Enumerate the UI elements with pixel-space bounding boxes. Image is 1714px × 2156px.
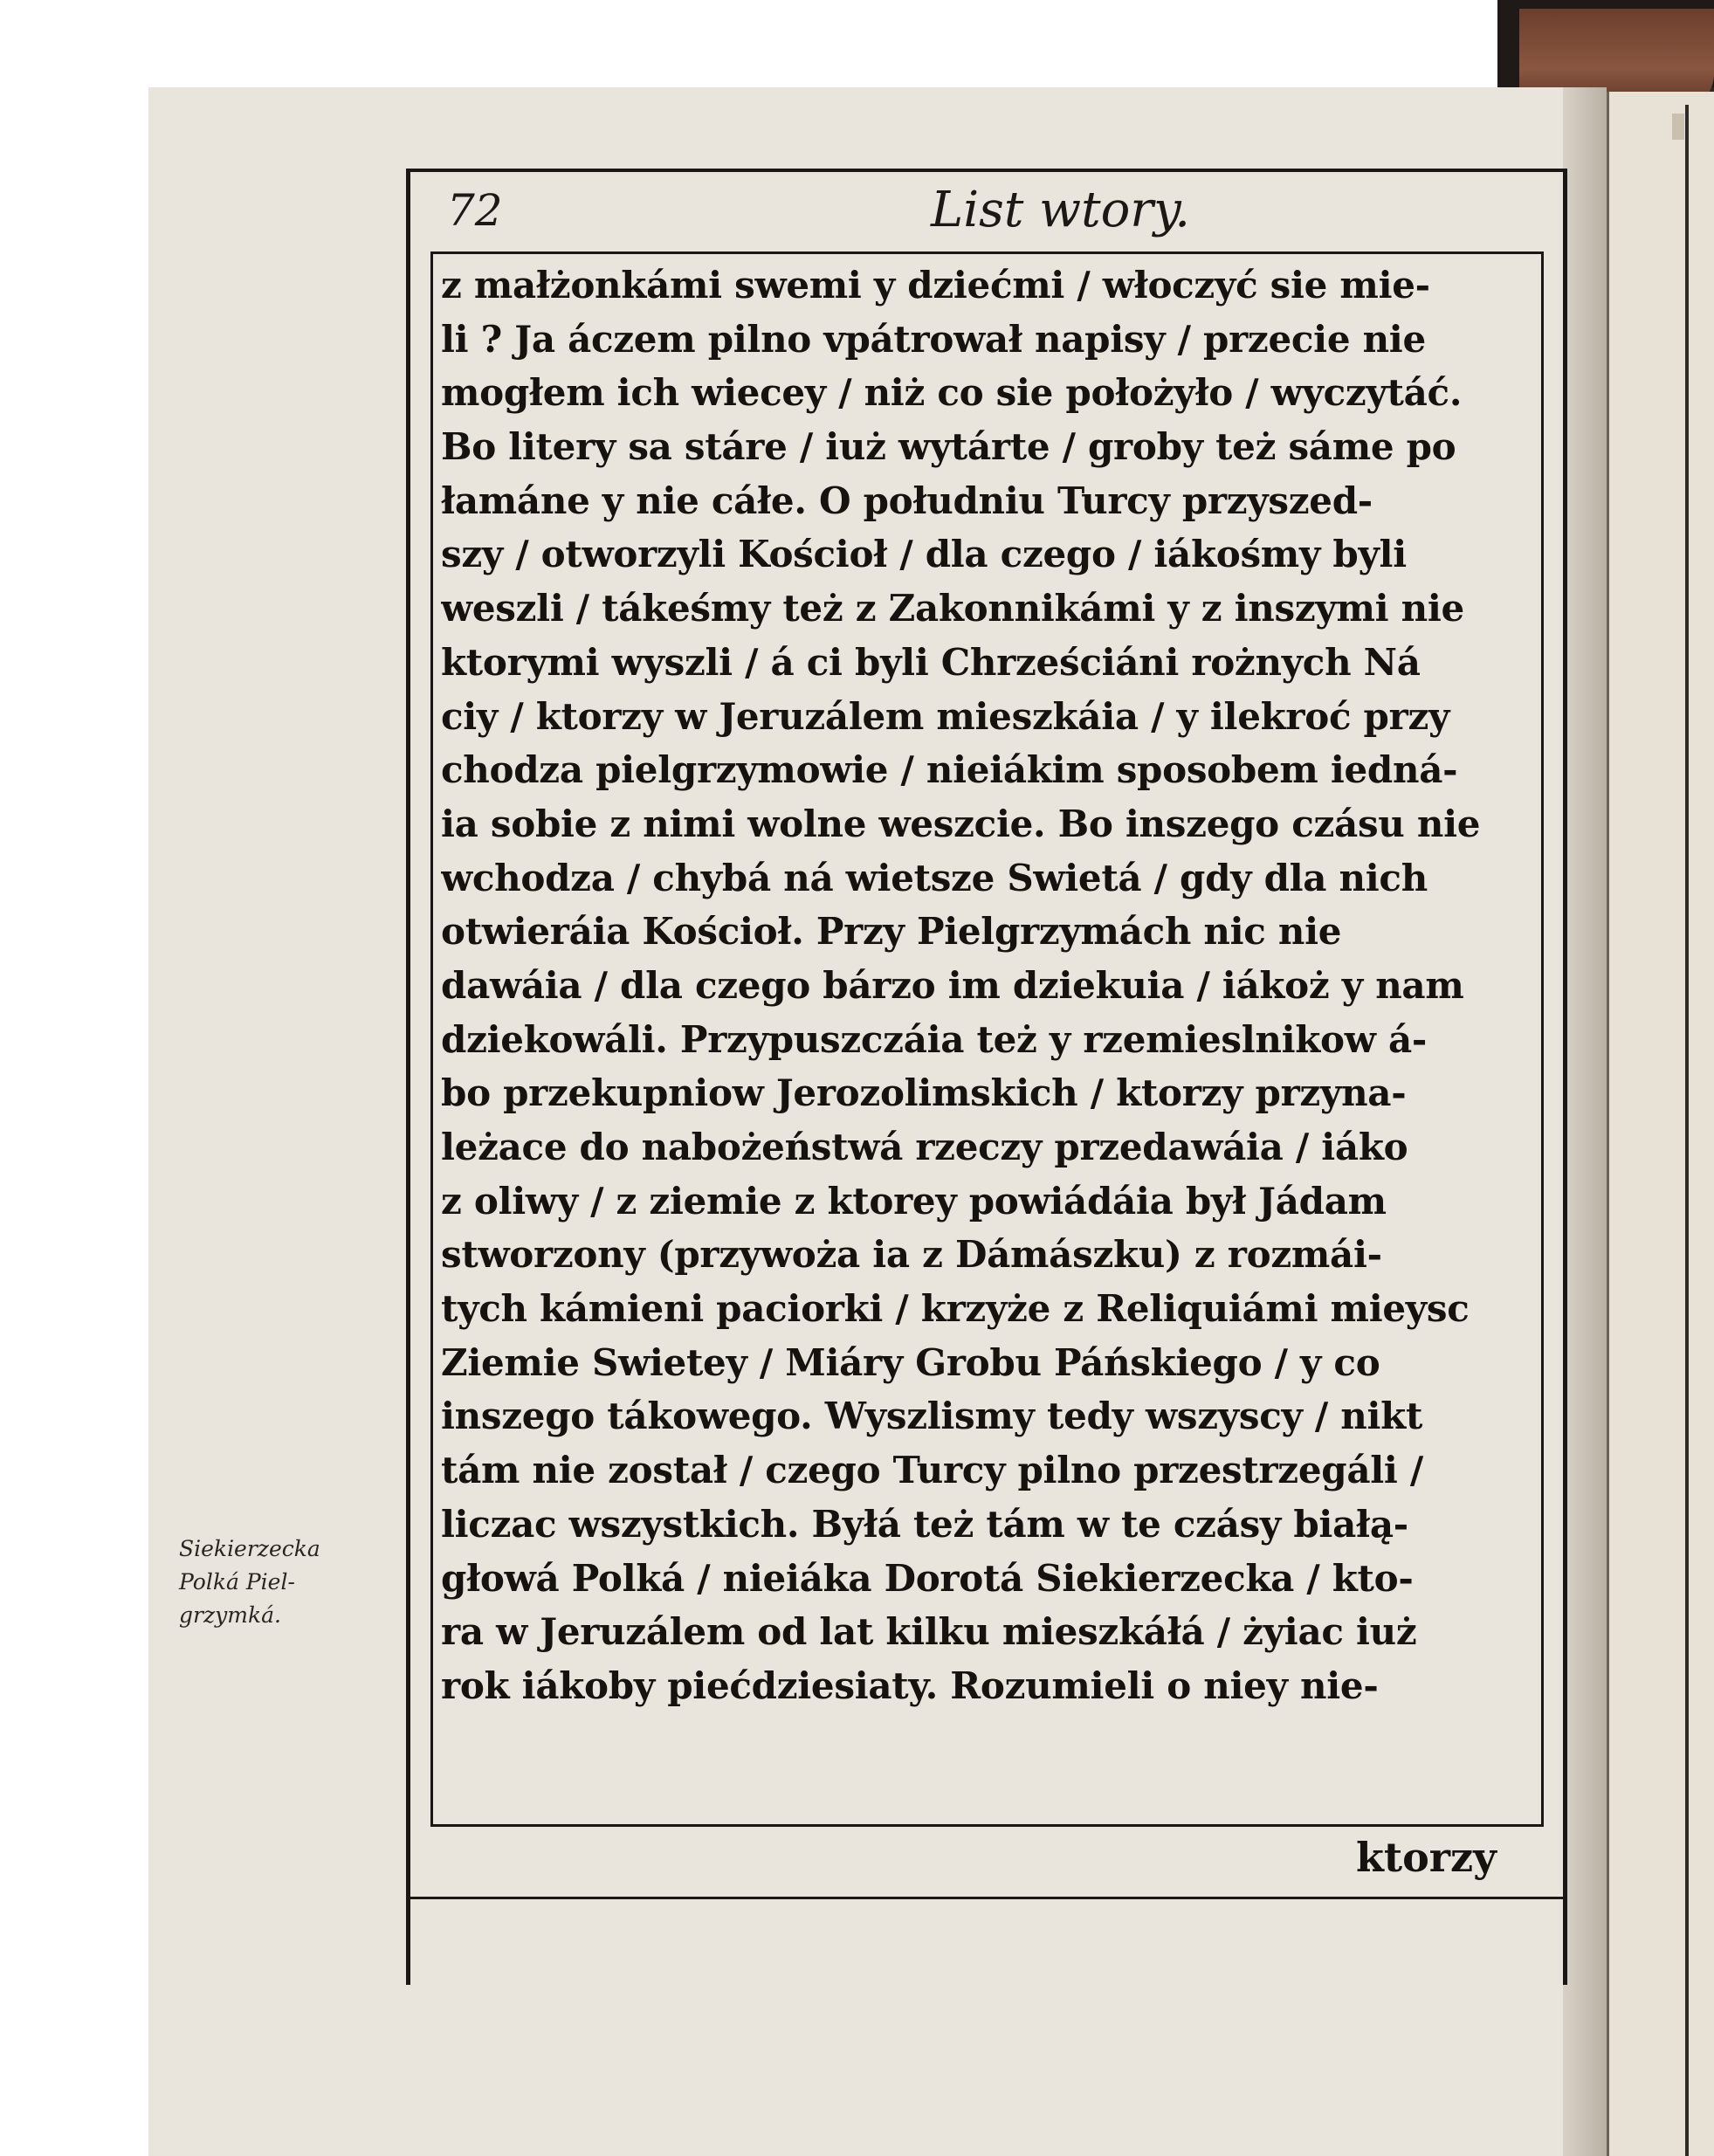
text-line: ia sobie z nimi wolne weszcie. Bo inszego czásu nie (441, 802, 1481, 845)
text-line: li ? Ja áczem pilno vpátrował napisy / przecie nie (441, 317, 1426, 361)
text-line: weszli / tákeśmy też z Zakonnikámi y z inszymi nie (441, 587, 1464, 630)
text-line: ciy / ktorzy w Jeruzálem mieszkáia / y ilekroć przy (441, 694, 1450, 738)
text-line: rok iákoby piećdziesiaty. Rozumieli o niey nie- (441, 1663, 1379, 1707)
inner-right-rule (1541, 251, 1544, 1827)
text-line: z oliwy / z ziemie z ktorey powiádáia był Jádam (441, 1179, 1387, 1223)
right-page-mark (1672, 114, 1684, 140)
margin-note-line: grzymká. (179, 1602, 281, 1628)
page-number: 72 (447, 185, 503, 236)
text-line: mogłem ich wiecey / niż co sie położyło / wyczytáć. (441, 371, 1463, 415)
text-line: z małżonkámi swemi y dziećmi / włoczyć sie mie- (441, 264, 1430, 307)
body-text (441, 258, 1532, 1822)
text-line: ktorymi wyszli / á ci byli Chrześciáni rożnych Ná (441, 640, 1421, 684)
bottom-rule (410, 1897, 1563, 1899)
right-page-rule (1685, 105, 1689, 2156)
page-gutter-shade (1563, 87, 1607, 2156)
running-title: List wtory. (931, 182, 1191, 238)
top-strip (0, 0, 1714, 87)
frame-top-rule (408, 169, 1565, 172)
catchword: ktorzy (1356, 1834, 1497, 1881)
text-line: stworzony (przywoża ia z Dámászku) z rozmái- (441, 1233, 1382, 1277)
frame-right-rule (1563, 169, 1567, 1985)
inner-left-rule (430, 251, 433, 1827)
text-line: ra w Jeruzálem od lat kilku mieszkáłá / żyiac iuż (441, 1610, 1417, 1654)
text-line: liczac wszystkich. Byłá też tám w te czásy białą- (441, 1502, 1408, 1546)
text-line: otwieráia Kościoł. Przy Pielgrzymách nic nie (441, 910, 1342, 954)
text-line: tych kámieni paciorki / krzyże z Reliquiámi mieysc (441, 1287, 1470, 1331)
text-line: głowá Polká / nieiáka Dorotá Siekierzecka / kto- (441, 1556, 1414, 1600)
text-line: szy / otworzyli Kościoł / dla czego / iákośmy byli (441, 533, 1407, 576)
text-line: bo przekupniow Jerozolimskich / ktorzy przyna- (441, 1071, 1407, 1115)
text-line: chodza pielgrzymowie / nieiákim sposobem iedná- (441, 748, 1458, 792)
frame-left-rule (406, 169, 410, 1985)
text-line: łamáne y nie cáłe. O południu Turcy przyszed- (441, 479, 1373, 522)
text-line: Bo litery sa stáre / iuż wytárte / groby też sáme po (441, 425, 1456, 469)
text-line: dawáia / dla czego bárzo im dziekuia / iákoż y nam (441, 963, 1464, 1007)
footer-rule (432, 1824, 1541, 1827)
text-line: inszego tákowego. Wyszlismy tedy wszyscy / nikt (441, 1395, 1423, 1438)
margin-note-line: Polká Piel- (179, 1569, 295, 1595)
header-rule (432, 251, 1541, 254)
text-line: leżace do nabożeństwá rzeczy przedawáia / iáko (441, 1126, 1408, 1168)
margin-note-line: Siekierzecka (179, 1536, 320, 1561)
text-line: Ziemie Swietey / Miáry Grobu Páńskiego / y co (441, 1340, 1380, 1384)
right-page-edge (1607, 92, 1714, 2156)
text-line: tám nie został / czego Turcy pilno przestrzegáli / (441, 1449, 1423, 1492)
text-line: dziekowáli. Przypuszczáia też y rzemieslnikow á- (441, 1017, 1427, 1061)
margin-note (179, 1533, 362, 1632)
text-line: wchodza / chybá ná wietsze Swietá / gdy dla nich (441, 856, 1428, 899)
